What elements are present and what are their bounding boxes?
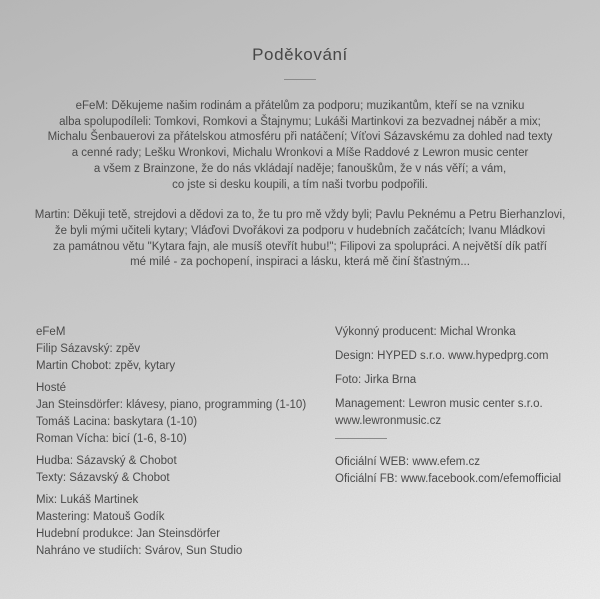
management-url: www.lewronmusic.cz xyxy=(335,415,442,428)
thanks-martin-paragraph xyxy=(0,208,600,271)
credit-line: Jan Steinsdörfer: klávesy, piano, programming (1-10) xyxy=(36,399,307,412)
executive-producer-block xyxy=(335,324,590,341)
credits-section xyxy=(0,324,600,565)
thanks-line: že byli mými učiteli kytary; Vláďovi Dvořákovi za podporu v hudebních začátcích; Ivanu Mládkovi xyxy=(54,224,546,237)
guests-block xyxy=(36,380,335,448)
credit-line: Mix: Lukáš Martinek xyxy=(36,494,139,507)
credits-right-column xyxy=(335,324,600,565)
design-block xyxy=(335,348,590,365)
management-block xyxy=(335,396,590,430)
thanks-line: a cenné rady; Lešku Wronkovi, Michalu Wronkovi a Míše Raddové z Lewron music center xyxy=(71,147,529,160)
photo-block xyxy=(335,372,590,389)
thanks-line: a všem z Brainzone, že do nás vkládají naděje; fanouškům, že v nás věří; a vám, xyxy=(93,162,507,175)
music-lyrics-block xyxy=(36,453,335,487)
credit-line: Výkonný producent: Michal Wronka xyxy=(335,326,516,339)
title-divider xyxy=(284,79,316,80)
band-name: eFeM xyxy=(36,326,66,339)
credit-line: Mastering: Matouš Godík xyxy=(36,511,165,524)
credit-line: Texty: Sázavský & Chobot xyxy=(36,472,170,485)
credits-left-column xyxy=(36,324,335,565)
thanks-line: Martin: Děkuji tetě, strejdovi a dědovi za to, že tu pro mě vždy byli; Pavlu Peknému a Petru Bierhanzlovi, xyxy=(34,209,566,222)
thanks-line: mé milé - za pochopení, inspiraci a lásku, která mě činí šťastným... xyxy=(130,256,470,269)
credit-line: Foto: Jirka Brna xyxy=(335,374,417,387)
thanks-line: co jste si desku koupili, a tím naši tvorbu podpořili. xyxy=(172,178,428,191)
thanks-line: eFeM: Děkujeme našim rodinám a přátelům za podporu; muzikantům, kteří se na vzniku xyxy=(75,100,525,112)
thanks-line: za památnou větu "Kytara fajn, ale musíš otevřít hubu!"; Filipovi za spolupráci. A největší dík patří xyxy=(53,240,547,253)
credit-line: Filip Sázavský: zpěv xyxy=(36,343,141,356)
credit-line: Management: Lewron music center s.r.o. xyxy=(335,398,543,411)
right-column-divider xyxy=(335,438,387,439)
credit-line: Roman Vícha: bicí (1-6, 8-10) xyxy=(36,433,187,446)
credit-line: Nahráno ve studiích: Svárov, Sun Studio xyxy=(36,545,243,558)
band-lineup-block xyxy=(36,324,335,375)
credit-line: Tomáš Lacina: baskytara (1-10) xyxy=(36,416,198,429)
thanks-efem-paragraph xyxy=(0,99,600,193)
official-fb-line: Oficiální FB: www.facebook.com/efemofficial xyxy=(335,473,562,486)
credit-line: Design: HYPED s.r.o. www.hypedprg.com xyxy=(335,350,549,363)
credit-line: Martin Chobot: zpěv, kytary xyxy=(36,360,176,373)
official-web-line: Oficiální WEB: www.efem.cz xyxy=(335,456,481,469)
thanks-line: alba spolupodíleli: Tomkovi, Romkovi a Štajnymu; Lukáši Martinkovi za bezvadnej náběr a mix; xyxy=(59,115,541,128)
official-links-block xyxy=(335,454,590,488)
production-block xyxy=(36,492,335,560)
credit-line: Hudební produkce: Jan Steinsdörfer xyxy=(36,528,221,541)
credit-line: Hudba: Sázavský & Chobot xyxy=(36,455,177,468)
thanks-line: Michalu Šenbauerovi za přátelskou atmosféru při natáčení; Víťovi Sázavskému za dohled nad texty xyxy=(47,131,553,144)
page-title: Poděkování xyxy=(252,45,348,64)
guests-heading: Hosté xyxy=(36,382,67,395)
